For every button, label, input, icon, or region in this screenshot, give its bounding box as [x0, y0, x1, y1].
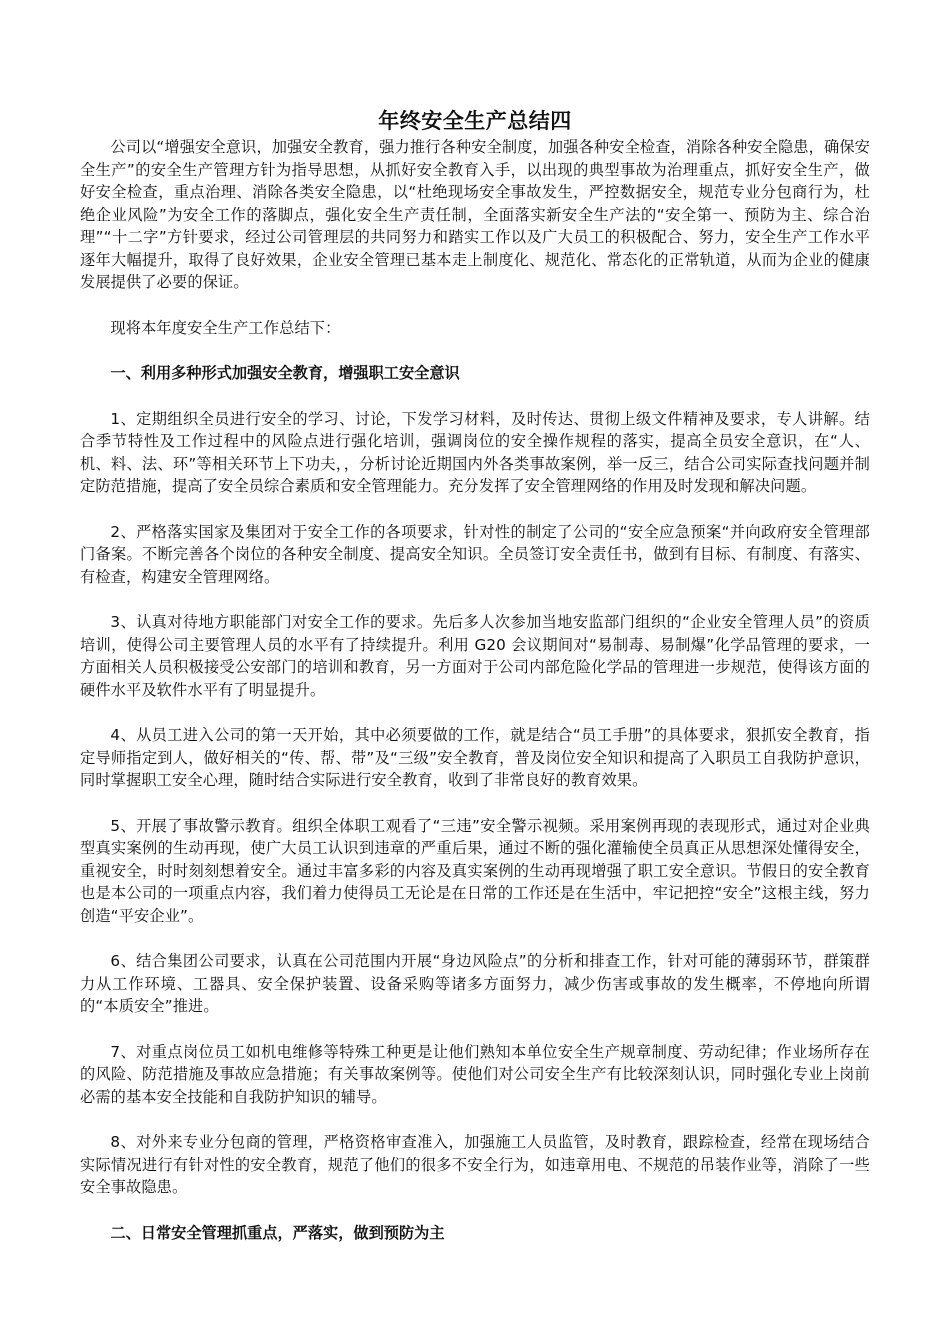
document-title: 年终安全生产总结四: [378, 109, 572, 133]
paragraph-spacer: [80, 927, 870, 950]
paragraph-spacer: [80, 588, 870, 611]
paragraph-spacer: [80, 1199, 870, 1222]
paragraph-spacer: [80, 339, 870, 362]
list-item-6: 6、结合集团公司要求，认真在公司范围内开展“身边风险点”的分析和排查工作，针对可能的薄弱环节，群策群力从工作环境、工器具、安全保护装置、设备采购等诸多方面努力，减少伤害或事故的发生概率，不停地向所谓的“本质安全”推进。: [80, 952, 870, 1015]
paragraph-spacer: [80, 1108, 870, 1131]
list-item-1: 1、定期组织全员进行安全的学习、讨论，下发学习材料，及时传达、贯彻上级文件精神及要求，专人讲解。结合季节特性及工作过程中的风险点进行强化培训，强调岗位的安全操作规程的落实，提高全员安全意识，在“人、机、料、法、环”等相关环节上下功夫，，分析讨论近期国内外各类事故案例，举一反三，结合公司实际查找问题并制定防范措施，提高了安全员综合素质和安全管理能力。充分发挥了安全管理网络的作用及时发现和解决问题。: [80, 409, 870, 495]
intro-paragraph: 公司以“增强安全意识，加强安全教育，强力推行各种安全制度，加强各种安全检查，消除各种安全隐患，确保安全生产”的安全生产管理方针为指导思想，从抓好安全教育入手，以出现的典型事故为治理重点，抓好安全生产，做好安全检查，重点治理、消除各类安全隐患，以“杜绝现场安全事故发生，严控数据安全，规范专业分包商行为，杜绝企业风险”为安全工作的落脚点，强化安全生产责任制，全面落实新安全生产法的“安全第一、预防为主、综合治理”“十二字”方针要求，经过公司管理层的共同努力和踏实工作以及广大员工的积极配合、努力，安全生产工作水平逐年大幅提升，取得了良好效果，企业安全管理已基本走上制度化、规范化、常态化的正常轨道，从而为企业的健康发展提供了必要的保证。: [80, 138, 870, 291]
section-heading-1: 一、利用多种形式加强安全教育，增强职工安全意识: [110, 364, 460, 382]
section-heading-2: 二、日常安全管理抓重点，严落实，做到预防为主: [110, 1223, 445, 1242]
list-item-8: 8、对外来专业分包商的管理，严格资格审查准入，加强施工人员监管，及时教育，跟踪检查，经常在现场结合实际情况进行有针对性的安全教育，规范了他们的很多不安全行为，如违章用电、不规范的吊装作业等，消除了一些安全事故隐患。: [80, 1133, 870, 1196]
list-item-5: 5、开展了事故警示教育。组织全体职工观看了“三违”安全警示视频。采用案例再现的表现形式，通过对企业典型真实案例的生动再现，使广大员工认识到违章的严重后果，通过不断的强化灌输使全员真正从思想深处懂得安全，重视安全，时时刻刻想着安全。通过丰富多彩的内容及真实案例的生动再现增强了职工安全意识。节假日的安全教育也是本公司的一项重点内容，我们着力使得员工无论是在日常的工作还是在生活中，牢记把控“安全”这根主线，努力创造“平安企业”。: [80, 816, 870, 925]
list-item-2: 2、严格落实国家及集团对于安全工作的各项要求，针对性的制定了公司的“安全应急预案“并向政府安全管理部门备案。不断完善各个岗位的各种安全制度、提高安全知识。全员签订安全责任书，做到有目标、有制度、有落实、有检查，构建安全管理网络。: [80, 522, 870, 586]
paragraph-spacer: [80, 294, 870, 317]
list-item-3: 3、认真对待地方职能部门对安全工作的要求。先后多人次参加当地安监部门组织的“企业安全管理人员”的资质培训，使得公司主要管理人员的水平有了持续提升。利用 G20 会议期间对“易制毒、易制爆”化学品管理的要求，一方面相关人员积极接受公安部门的培训和教育，另一方面对于公司内部危险化学品的管理进一步规范，使得该方面的硬件水平及软件水平有了明显提升。: [80, 613, 870, 699]
paragraph-spacer: [80, 385, 870, 408]
paragraph-spacer: [80, 792, 870, 815]
paragraph-spacer: [80, 701, 870, 724]
list-item-7: 7、对重点岗位员工如机电维修等特殊工种更是让他们熟知本单位安全生产规章制度、劳动纪律；作业场所存在的风险、防范措施及事故应急措施；有关事故案例等。使他们对公司安全生产有比较深刻认识，同时强化专业上岗前必需的基本安全技能和自我防护知识的辅导。: [80, 1042, 870, 1106]
paragraph-spacer: [80, 1018, 870, 1041]
summary-lead: 现将本年度安全生产工作总结下：: [110, 318, 341, 337]
paragraph-spacer: [80, 498, 870, 521]
list-item-4: 4、从员工进入公司的第一天开始，其中必须要做的工作，就是结合“员工手册”的具体要求，狠抓安全教育，指定导师指定到人，做好相关的“传、帮、带”及“三级”安全教育，普及岗位安全知识和提高了入职员工自我防护意识，同时掌握职工安全心理，随时结合实际进行安全教育，收到了非常良好的教育效果。: [80, 726, 870, 789]
document-page: [80, 106, 870, 1244]
